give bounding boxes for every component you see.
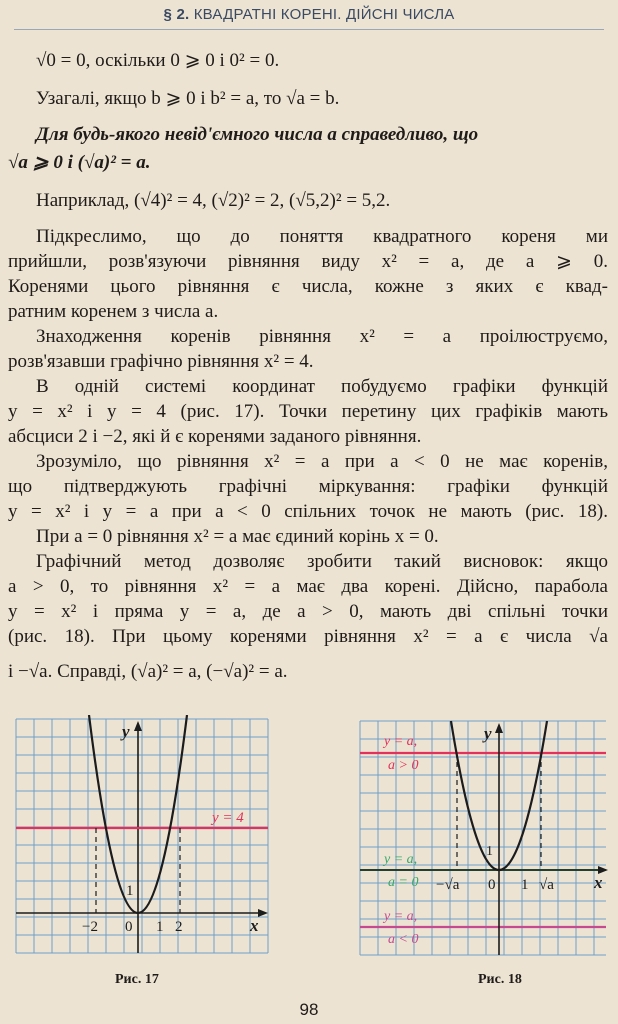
mid-line-label: y = a, [384, 852, 418, 867]
y-arrow [134, 721, 142, 731]
text-line: y = x² і пряма y = a, де a > 0, мають дві спільні точки [8, 601, 608, 622]
tick-label: 1 [521, 877, 529, 893]
text-line: Графічний метод дозволяє зробити такий висновок: якщо [36, 551, 608, 572]
top-line-label: y = a, [384, 734, 418, 749]
text-line: y = x² і y = a при a < 0 спільних точок не мають (рис. 18). [8, 501, 608, 522]
text-line: Коренями цього рівняння є числа, кожне з яких є квад- [8, 276, 608, 297]
text-line: a > 0, то рівняння x² = a має два корені. Дійсно, парабола [8, 576, 608, 597]
section-number: § 2. [163, 6, 190, 23]
one-label: 1 [126, 883, 134, 899]
text-line: Знаходження коренів рівняння x² = a проілюструємо, [36, 326, 608, 347]
text-line: Узагалі, якщо b ⩾ 0 і b² = a, то √a = b. [36, 88, 340, 109]
text-line: що підтверджують графічні міркування: графіки функцій [8, 476, 608, 497]
y-4-label: y = 4 [212, 810, 244, 826]
top-line-label: a > 0 [388, 758, 419, 773]
tick-label: √a [539, 877, 554, 893]
figure-18-caption: Рис. 18 [478, 972, 522, 987]
text-line: y = x² і y = 4 (рис. 17). Точки перетину цих графіків мають [8, 401, 608, 422]
y-axis-label: y [484, 724, 492, 743]
text-line: і −√a. Справді, (√a)² = a, (−√a)² = a. [8, 661, 288, 682]
tick-label: −2 [82, 919, 98, 935]
text-line: √0 = 0, оскільки 0 ⩾ 0 і 0² = 0. [36, 50, 280, 71]
figure-18 [356, 715, 612, 965]
x-arrow [258, 909, 268, 917]
tick-label: 2 [175, 919, 183, 935]
figure-17 [12, 715, 272, 965]
y-axis-label: y [122, 722, 130, 741]
one-label: 1 [486, 844, 493, 859]
running-header [0, 0, 618, 30]
x-axis-label: x [594, 873, 603, 892]
text-line: Зрозуміло, що рівняння x² = a при a < 0 не має коренів, [36, 451, 608, 472]
text-line: абсциси 2 і −2, які й є коренями заданого рівняння. [8, 426, 422, 447]
text-line: В одній системі координат побудуємо графіки функцій [36, 376, 608, 397]
mid-line-label: a = 0 [388, 875, 419, 890]
grid [16, 719, 268, 953]
x-axis-label: x [250, 916, 259, 935]
section-title: КВАДРАТНІ КОРЕНІ. ДІЙСНІ ЧИСЛА [193, 6, 455, 23]
figure-17-caption: Рис. 17 [115, 972, 159, 987]
text-line: (рис. 18). При цьому коренями рівняння x² = a є числа √a [8, 626, 608, 647]
y-arrow [495, 723, 503, 733]
page-number: 98 [299, 1000, 319, 1019]
text-line: розв'язавши графічно рівняння x² = 4. [8, 351, 314, 372]
low-line-label: y = a, [384, 909, 418, 924]
tick-label: 1 [156, 919, 164, 935]
text-line: ратним коренем з числа a. [8, 301, 219, 322]
header-divider [14, 29, 604, 30]
low-line-label: a < 0 [388, 932, 419, 947]
rule-line: √a ⩾ 0 і (√a)² = a. [8, 152, 151, 173]
tick-label: 0 [125, 919, 133, 935]
tick-label: 0 [488, 877, 496, 893]
rule-line: Для будь-якого невід'ємного числа a справедливо, що [36, 124, 479, 145]
text-line: прийшли, розв'язуючи рівняння виду x² = a, де a ⩾ 0. [8, 251, 608, 272]
tick-label: −√a [436, 877, 460, 893]
text-line: Підкреслимо, що до поняття квадратного кореня ми [36, 226, 608, 247]
text-line: Наприклад, (√4)² = 4, (√2)² = 2, (√5,2)² = 5,2. [36, 190, 391, 211]
text-line: При a = 0 рівняння x² = a має єдиний корінь x = 0. [36, 526, 439, 547]
